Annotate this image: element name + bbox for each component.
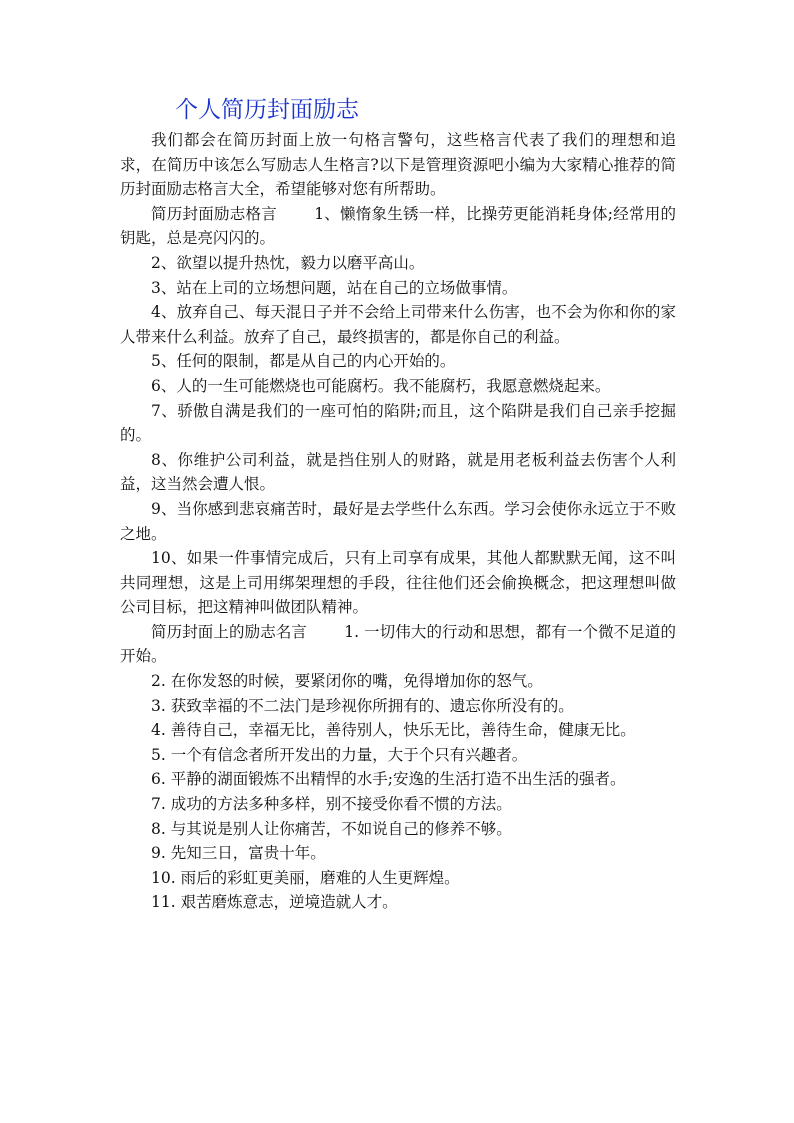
section1-item: 8、你维护公司利益，就是挡住别人的财路，就是用老板利益去伤害个人利益，这当然会遭人恨。: [120, 450, 676, 494]
section1-item: 2、欲望以提升热忱，毅力以磨平高山。: [151, 253, 425, 272]
section2-first-paragraph: [120, 620, 676, 669]
section2-item: 3. 获致幸福的不二法门是珍视你所拥有的、遗忘你所没有的。: [151, 696, 574, 715]
section1-item: 7、骄傲自满是我们的一座可怕的陷阱;而且，这个陷阱是我们自己亲手挖掘的。: [120, 401, 676, 445]
section1-item: 10、如果一件事情完成后，只有上司享有成果，其他人都默默无闻，这不叫共同理想，这是上司用绑架理想的手段，往往他们还会偷换概念，把这理想叫做公司目标，把这精神叫做团队精神。: [120, 549, 676, 617]
section2-item: 5. 一个有信念者所开发出的力量，大于个只有兴趣者。: [151, 745, 528, 764]
section1-heading: 简历封面励志格言: [151, 204, 277, 223]
section2-item: 9. 先知三日，富贵十年。: [151, 844, 326, 863]
section2-item: 7. 成功的方法多种多样，别不接受你看不惯的方法。: [151, 795, 512, 814]
section2-item: 11. 艰苦磨炼意志，逆境造就人才。: [151, 893, 398, 912]
section1-first-paragraph: [120, 202, 676, 251]
section2-item: 10. 雨后的彩虹更美丽，磨难的人生更辉煌。: [151, 868, 460, 887]
section2-heading: 简历封面上的励志名言: [151, 622, 308, 641]
section2-item: 8. 与其说是别人让你痛苦，不如说自己的修养不够。: [151, 819, 512, 838]
document-title: 个人简历封面励志: [175, 97, 359, 123]
section1-item: 4、放弃自己、每天混日子并不会给上司带来什么伤害，也不会为你和你的家人带来什么利益。放弃了自己，最终损害的，都是你自己的利益。: [120, 303, 676, 346]
section1-item-1: 1、懒惰象生锈一样，比操劳更能消耗身体;经常用的钥匙，总是亮闪闪的。: [120, 204, 676, 248]
section2-item: 4. 善待自己，幸福无比，善待别人，快乐无比，善待生命，健康无比。: [151, 721, 636, 740]
section1-item: 3、站在上司的立场想问题，站在自己的立场做事情。: [151, 278, 518, 297]
section2-item: 2. 在你发怒的时候，要紧闭你的嘴，免得增加你的怒气。: [151, 672, 543, 691]
section2-item-1: 1. 一切伟大的行动和思想，都有一个微不足道的开始。: [120, 622, 676, 666]
intro-paragraph: 我们都会在简历封面上放一句格言警句，这些格言代表了我们的理想和追求，在简历中该怎么写励志人生格言?以下是管理资源吧小编为大家精心推荐的简历封面励志格言大全，希望能够对您有所帮助。: [120, 131, 676, 199]
section1-item: 5、任何的限制，都是从自己的内心开始的。: [151, 352, 456, 371]
section1-item: 6、人的一生可能燃烧也可能腐朽。我不能腐朽，我愿意燃烧起来。: [151, 376, 611, 395]
section2-item: 6. 平静的湖面锻炼不出精悍的水手;安逸的生活打造不出生活的强者。: [151, 770, 626, 789]
document-body: [120, 128, 676, 915]
section1-item: 9、当你感到悲哀痛苦时，最好是去学些什么东西。学习会使你永远立于不败之地。: [120, 499, 676, 543]
